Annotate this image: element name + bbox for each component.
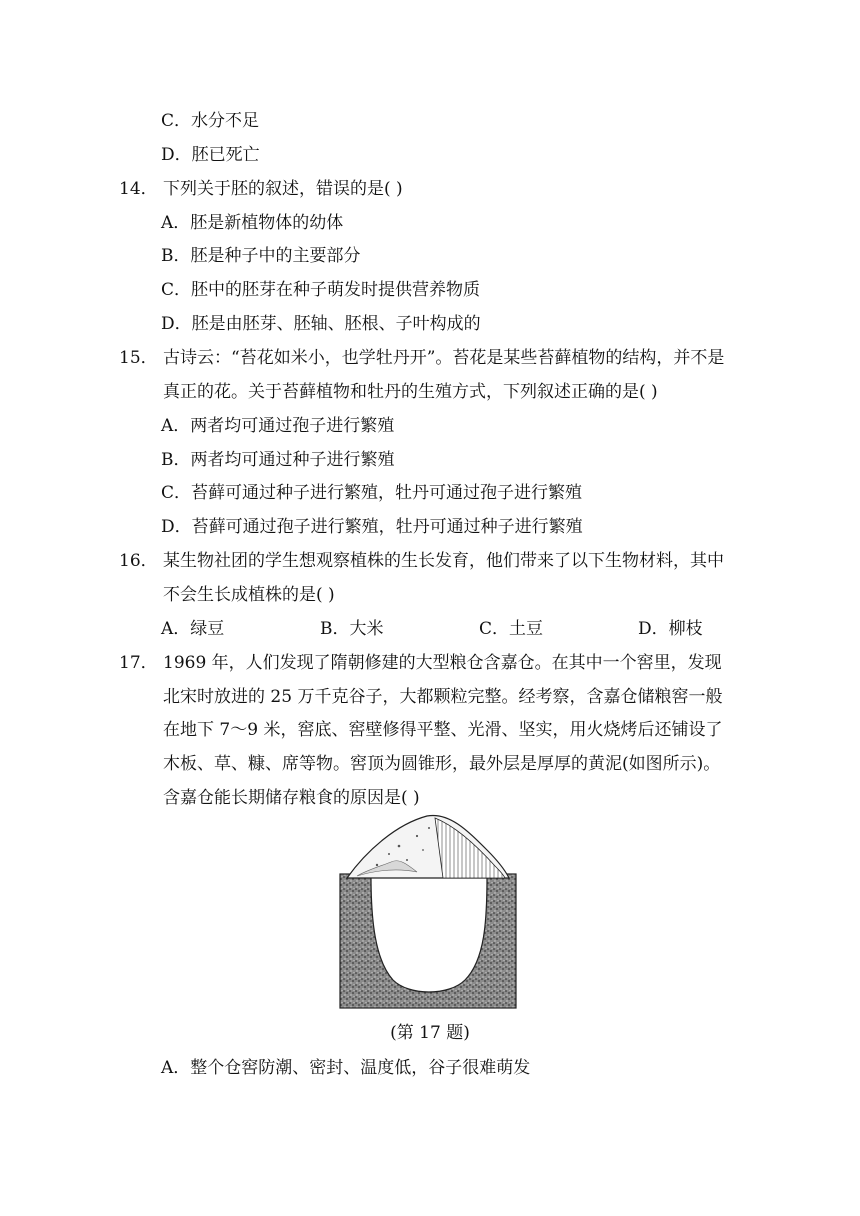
q17-stem-line5: 含嘉仓能长期储存粮食的原因是( ): [163, 788, 420, 808]
figure-caption: (第 17 题): [390, 1023, 470, 1043]
q14-option-b: B．胚是种子中的主要部分: [161, 246, 361, 266]
q17-option-a: A．整个仓窖防潮、密封、温度低，谷子很难萌发: [161, 1058, 531, 1078]
q16-option-b: B．大米: [320, 619, 384, 639]
q15-option-b: B．两者均可通过种子进行繁殖: [161, 450, 395, 470]
q16-stem-line2: 不会生长成植株的是( ): [163, 585, 335, 605]
q13-option-d: D．胚已死亡: [161, 145, 260, 165]
q17-stem-line3: 在地下 7～9 米，窖底、窖壁修得平整、光滑、坚实，用火烧烤后还铺设了: [163, 720, 723, 740]
q16-option-a: A．绿豆: [161, 619, 225, 639]
q15-option-c: C．苔藓可通过种子进行繁殖，牡丹可通过孢子进行繁殖: [161, 483, 583, 503]
q15-option-a: A．两者均可通过孢子进行繁殖: [161, 416, 395, 436]
q17-number: 17．: [119, 653, 158, 673]
q16-option-d: D．柳枝: [638, 619, 703, 639]
q17-stem-line2: 北宋时放进的 25 万千克谷子，大都颗粒完整。经考察，含嘉仓储粮窖一般: [163, 687, 723, 707]
q15-option-d: D．苔藓可通过孢子进行繁殖，牡丹可通过种子进行繁殖: [161, 517, 583, 537]
q14-option-c: C．胚中的胚芽在种子萌发时提供营养物质: [161, 280, 481, 300]
q15-number: 15．: [119, 348, 158, 368]
q13-option-c: C．水分不足: [161, 111, 260, 131]
q15-stem-line1: 古诗云：“苔花如米小，也学牡丹开”。苔花是某些苔藓植物的结构，并不是: [163, 348, 725, 368]
q15-stem-line2: 真正的花。关于苔藓植物和牡丹的生殖方式，下列叙述正确的是( ): [163, 382, 658, 402]
q14-option-a: A．胚是新植物体的幼体: [161, 213, 344, 233]
q14-stem: 下列关于胚的叙述，错误的是( ): [163, 179, 403, 199]
q17-stem-line4: 木板、草、糠、席等物。窖顶为圆锥形，最外层是厚厚的黄泥(如图所示)。: [163, 754, 721, 774]
q14-option-d: D．胚是由胚芽、胚轴、胚根、子叶构成的: [161, 314, 481, 334]
granary-pit-figure: [337, 810, 519, 1010]
q16-option-c: C．土豆: [479, 619, 544, 639]
q16-stem-line1: 某生物社团的学生想观察植株的生长发育，他们带来了以下生物材料，其中: [163, 551, 724, 571]
q14-number: 14．: [119, 179, 158, 199]
q16-number: 16．: [119, 551, 158, 571]
q17-stem-line1: 1969 年，人们发现了隋朝修建的大型粮仓含嘉仓。在其中一个窖里，发现: [163, 653, 722, 673]
pit-cavity: [371, 876, 487, 992]
